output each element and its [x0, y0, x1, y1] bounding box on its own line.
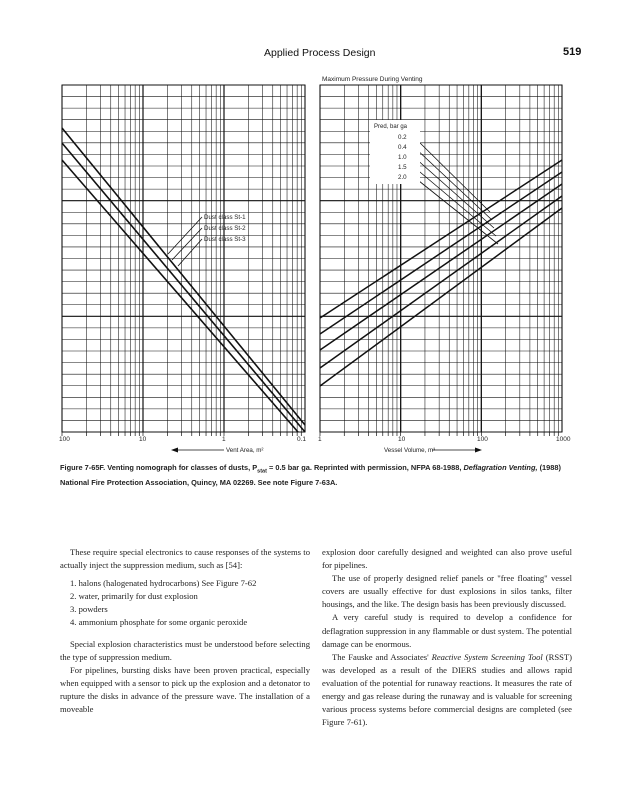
right-panel	[320, 85, 562, 436]
pred-curve	[320, 208, 562, 386]
right-x-axis-label: Vessel Volume, m³	[384, 447, 436, 454]
right-legend-label: 0.4	[398, 144, 407, 151]
page-number: 519	[563, 46, 582, 58]
suppression-media-list	[60, 577, 310, 629]
running-header: Applied Process Design	[264, 47, 376, 59]
list-item: 1. halons (halogenated hydrocarbons) See Figure 7-62	[70, 578, 257, 589]
caption-label: Figure 7-65F.	[60, 463, 106, 472]
pred-curve	[320, 172, 562, 334]
left-x-axis-label: Vent Area, m²	[226, 447, 264, 454]
legend-leader-line	[414, 157, 494, 228]
dust-class-curve	[62, 143, 305, 432]
dust-class-curve	[62, 128, 305, 425]
paragraph	[322, 651, 572, 730]
right-legend-label: 1.5	[398, 164, 407, 171]
body-column-right	[322, 546, 572, 729]
right-chart-title: Maximum Pressure During Venting	[322, 76, 423, 83]
paragraph-text: The Fauske and Associates'	[332, 651, 432, 662]
legend-leader-line	[414, 147, 492, 220]
paragraph: A very careful study is required to develop a confidence for deflagration suppression in any flammable or dust system. The potential damage can be enormous.	[322, 612, 572, 649]
left-x-tick-label: 100	[59, 436, 70, 443]
pred-curve	[320, 160, 562, 318]
pred-curve	[320, 196, 562, 368]
caption-text: Venting nomograph for classes of dusts, P	[107, 463, 258, 472]
left-x-tick-label: 1	[222, 436, 226, 443]
caption-subscript: stat	[257, 468, 267, 475]
left-x-tick-label: 10	[139, 436, 147, 443]
left-axis-arrowhead	[171, 448, 178, 453]
paragraph: These require special electronics to cause responses of the systems to actually inject the suppression medium, such as [54]:	[60, 547, 310, 571]
paragraph: The use of properly designed relief panels or "free floating" vessel covers are usually effective for dust explosions in silos tanks, filter housings, and the like. The design basis has been previously discussed.	[322, 573, 572, 610]
figure-caption	[60, 462, 580, 489]
paragraph: For pipelines, bursting disks have been proven practical, especially when equipped with a sensor to pick up the explosion and a detonator to rupture the disks in advance of the pressure wave. The installation of a moveable	[60, 664, 310, 715]
right-legend-label: 1.0	[398, 154, 407, 161]
body-column-left	[60, 546, 310, 716]
paragraph-text: (RSST) was developed as a result of the DIERS studies and allows rapid evaluation of the potential for runaway reactions. It measures the rate of energy and gas release during the runaway and is valuable for screening various process systems before commercial designs are completed (see Figure 7-61).	[322, 651, 572, 728]
caption-text: = 0.5 bar ga. Reprinted with permission, NFPA 68-1988,	[266, 463, 464, 472]
paragraph: explosion door carefully designed and weighted can also prove useful for pipelines.	[322, 547, 572, 571]
right-x-tick-label: 10	[398, 436, 406, 443]
left-legend-label-st1: Dust class St-1	[204, 214, 246, 221]
right-legend-label: 0.2	[398, 134, 407, 141]
left-x-tick-label: 0.1	[297, 436, 307, 443]
caption-italic: Deflagration Venting,	[463, 463, 538, 472]
caption-text: (1988) National Fire Protection Association, Quincy, MA 02269. See note Figure 7-63A.	[60, 463, 561, 488]
list-item: 3. powders	[70, 604, 108, 615]
paragraph: Special explosion characteristics must be understood before selecting the type of suppression medium.	[60, 638, 310, 662]
left-legend-label-st2: Dust class St-2	[204, 225, 246, 232]
pred-curve	[320, 184, 562, 350]
right-axis-arrowhead	[475, 448, 482, 453]
right-x-tick-label: 1	[318, 436, 322, 443]
right-legend-title: Pred, bar ga	[374, 124, 408, 130]
left-legend-label-st3: Dust class St-3	[204, 236, 246, 243]
left-panel	[62, 85, 305, 436]
list-item: 2. water, primarily for dust explosion	[70, 591, 198, 602]
right-x-tick-label: 100	[477, 436, 488, 443]
right-x-tick-label: 1000	[556, 436, 571, 443]
list-item: 4. ammonium phosphate for some organic peroxide	[70, 617, 248, 628]
paragraph-italic: Reactive System Screening Tool	[431, 651, 543, 662]
right-legend-label: 2.0	[398, 174, 407, 181]
